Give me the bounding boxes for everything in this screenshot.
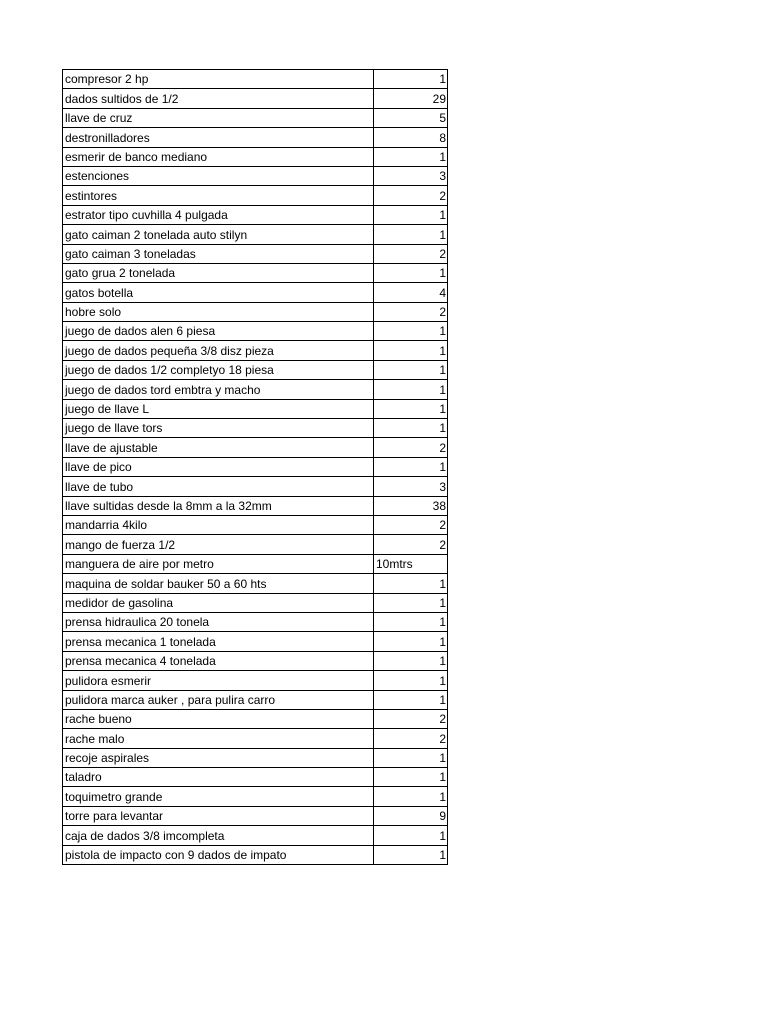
item-name-cell[interactable]: destronilladores	[63, 128, 374, 147]
item-name-cell[interactable]: pistola de impacto con 9 dados de impato	[63, 845, 374, 864]
item-name-cell[interactable]: gatos botella	[63, 283, 374, 302]
item-name-cell[interactable]: torre para levantar	[63, 806, 374, 825]
quantity-cell[interactable]: 1	[374, 768, 448, 787]
item-name-cell[interactable]: rache malo	[63, 729, 374, 748]
quantity-cell[interactable]: 1	[374, 70, 448, 89]
quantity-cell[interactable]: 1	[374, 593, 448, 612]
table-row	[63, 768, 448, 787]
quantity-cell[interactable]: 2	[374, 729, 448, 748]
table-row	[63, 554, 448, 573]
quantity-cell[interactable]: 2	[374, 709, 448, 728]
table-row	[63, 341, 448, 360]
quantity-cell[interactable]: 1	[374, 263, 448, 282]
item-name-cell[interactable]: medidor de gasolina	[63, 593, 374, 612]
item-name-cell[interactable]: juego de dados tord embtra y macho	[63, 380, 374, 399]
quantity-cell[interactable]: 1	[374, 399, 448, 418]
quantity-cell[interactable]: 1	[374, 826, 448, 845]
quantity-cell[interactable]: 9	[374, 806, 448, 825]
quantity-cell[interactable]: 10mtrs	[374, 554, 448, 573]
table-row	[63, 690, 448, 709]
inventory-table	[62, 69, 448, 865]
item-name-cell[interactable]: prensa mecanica 4 tonelada	[63, 651, 374, 670]
item-name-cell[interactable]: estrator tipo cuvhilla 4 pulgada	[63, 205, 374, 224]
quantity-cell[interactable]: 1	[374, 632, 448, 651]
item-name-cell[interactable]: juego de dados 1/2 completyo 18 piesa	[63, 360, 374, 379]
item-name-cell[interactable]: hobre solo	[63, 302, 374, 321]
table-row	[63, 322, 448, 341]
item-name-cell[interactable]: recoje aspirales	[63, 748, 374, 767]
item-name-cell[interactable]: taladro	[63, 768, 374, 787]
table-row	[63, 438, 448, 457]
table-row	[63, 612, 448, 631]
table-row	[63, 593, 448, 612]
table-row	[63, 651, 448, 670]
quantity-cell[interactable]: 1	[374, 147, 448, 166]
quantity-cell[interactable]: 2	[374, 515, 448, 534]
item-name-cell[interactable]: mandarria 4kilo	[63, 515, 374, 534]
table-row	[63, 244, 448, 263]
table-row	[63, 360, 448, 379]
quantity-cell[interactable]: 8	[374, 128, 448, 147]
item-name-cell[interactable]: prensa hidraulica 20 tonela	[63, 612, 374, 631]
quantity-cell[interactable]: 1	[374, 360, 448, 379]
item-name-cell[interactable]: juego de llave tors	[63, 419, 374, 438]
item-name-cell[interactable]: juego de llave L	[63, 399, 374, 418]
table-row	[63, 147, 448, 166]
quantity-cell[interactable]: 4	[374, 283, 448, 302]
quantity-cell[interactable]: 2	[374, 302, 448, 321]
table-row	[63, 283, 448, 302]
quantity-cell[interactable]: 1	[374, 419, 448, 438]
item-name-cell[interactable]: pulidora marca auker , para pulira carro	[63, 690, 374, 709]
item-name-cell[interactable]: pulidora esmerir	[63, 671, 374, 690]
quantity-cell[interactable]: 1	[374, 690, 448, 709]
quantity-cell[interactable]: 3	[374, 477, 448, 496]
item-name-cell[interactable]: gato caiman 2 tonelada auto stilyn	[63, 225, 374, 244]
item-name-cell[interactable]: juego de dados alen 6 piesa	[63, 322, 374, 341]
quantity-cell[interactable]: 1	[374, 205, 448, 224]
item-name-cell[interactable]: caja de dados 3/8 imcompleta	[63, 826, 374, 845]
item-name-cell[interactable]: rache bueno	[63, 709, 374, 728]
item-name-cell[interactable]: mango de fuerza 1/2	[63, 535, 374, 554]
table-row	[63, 419, 448, 438]
table-row	[63, 709, 448, 728]
quantity-cell[interactable]: 29	[374, 89, 448, 108]
table-row	[63, 477, 448, 496]
item-name-cell[interactable]: prensa mecanica 1 tonelada	[63, 632, 374, 651]
table-row	[63, 496, 448, 515]
item-name-cell[interactable]: compresor 2 hp	[63, 70, 374, 89]
table-row	[63, 806, 448, 825]
table-row	[63, 787, 448, 806]
item-name-cell[interactable]: llave de cruz	[63, 108, 374, 127]
item-name-cell[interactable]: gato caiman 3 toneladas	[63, 244, 374, 263]
item-name-cell[interactable]: llave de ajustable	[63, 438, 374, 457]
table-row	[63, 826, 448, 845]
quantity-cell[interactable]: 3	[374, 166, 448, 185]
quantity-cell[interactable]: 1	[374, 671, 448, 690]
item-name-cell[interactable]: juego de dados pequeña 3/8 disz pieza	[63, 341, 374, 360]
quantity-cell[interactable]: 2	[374, 244, 448, 263]
table-row	[63, 128, 448, 147]
table-row	[63, 399, 448, 418]
quantity-cell[interactable]: 1	[374, 457, 448, 476]
table-row	[63, 729, 448, 748]
item-name-cell[interactable]: gato grua 2 tonelada	[63, 263, 374, 282]
table-row	[63, 845, 448, 864]
quantity-cell[interactable]: 1	[374, 380, 448, 399]
quantity-cell[interactable]: 1	[374, 845, 448, 864]
inventory-table-body	[63, 70, 448, 865]
item-name-cell[interactable]: toquimetro grande	[63, 787, 374, 806]
quantity-cell[interactable]: 1	[374, 225, 448, 244]
quantity-cell[interactable]: 1	[374, 787, 448, 806]
item-name-cell[interactable]: estintores	[63, 186, 374, 205]
table-row	[63, 515, 448, 534]
item-name-cell[interactable]: llave de tubo	[63, 477, 374, 496]
quantity-cell[interactable]: 5	[374, 108, 448, 127]
table-row	[63, 225, 448, 244]
table-row	[63, 748, 448, 767]
item-name-cell[interactable]: esmerir de banco mediano	[63, 147, 374, 166]
table-row	[63, 457, 448, 476]
table-row	[63, 89, 448, 108]
quantity-cell[interactable]: 1	[374, 341, 448, 360]
quantity-cell[interactable]: 1	[374, 748, 448, 767]
quantity-cell[interactable]: 1	[374, 574, 448, 593]
quantity-cell[interactable]: 1	[374, 322, 448, 341]
table-row	[63, 205, 448, 224]
item-name-cell[interactable]: maquina de soldar bauker 50 a 60 hts	[63, 574, 374, 593]
item-name-cell[interactable]: dados sultidos de 1/2	[63, 89, 374, 108]
table-row	[63, 166, 448, 185]
quantity-cell[interactable]: 38	[374, 496, 448, 515]
item-name-cell[interactable]: manguera de aire por metro	[63, 554, 374, 573]
item-name-cell[interactable]: llave de pico	[63, 457, 374, 476]
item-name-cell[interactable]: llave sultidas desde la 8mm a la 32mm	[63, 496, 374, 515]
table-row	[63, 70, 448, 89]
table-row	[63, 263, 448, 282]
table-row	[63, 380, 448, 399]
table-row	[63, 574, 448, 593]
table-row	[63, 108, 448, 127]
item-name-cell[interactable]: estenciones	[63, 166, 374, 185]
quantity-cell[interactable]: 2	[374, 535, 448, 554]
quantity-cell[interactable]: 2	[374, 438, 448, 457]
table-row	[63, 186, 448, 205]
table-row	[63, 632, 448, 651]
quantity-cell[interactable]: 1	[374, 651, 448, 670]
table-row	[63, 535, 448, 554]
quantity-cell[interactable]: 2	[374, 186, 448, 205]
quantity-cell[interactable]: 1	[374, 612, 448, 631]
table-row	[63, 671, 448, 690]
table-row	[63, 302, 448, 321]
